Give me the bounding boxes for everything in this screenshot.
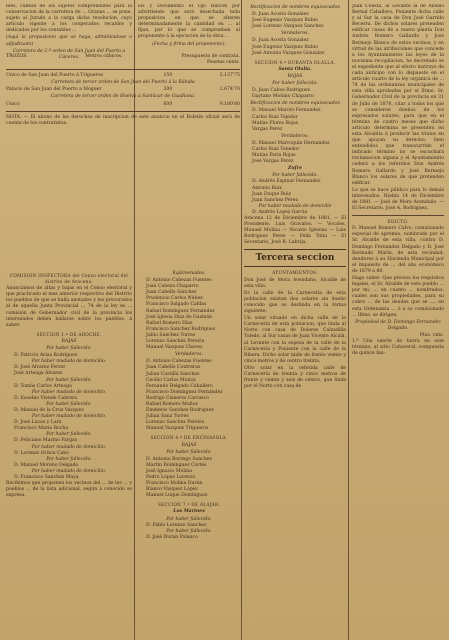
list-item: Lorenzo Sanchez Pereira: [146, 420, 205, 426]
subheading: Verdaderos.: [281, 31, 309, 37]
row-name: Unico de San Juan del Puerto á Trigueros: [6, 73, 103, 79]
mayor-line: Don José de Mora Avendaño, Alcalde de esta villa.: [244, 277, 346, 289]
list-item: Gaytano Moñino Chaparro: [252, 94, 314, 100]
list-item: Juan Duque Ruiz: [252, 191, 291, 197]
bajas-heading: BAJAS: [181, 442, 197, 448]
table-row: [6, 73, 240, 79]
column-rule: [348, 0, 349, 640]
list-item: D. Pablo Lorenzo Sanchez: [146, 522, 207, 528]
body-text: Es la calle de la Carnecería de esta poblacion existen dos solares sin dueño conocido que se deslinda en la forma siguiente:: [244, 290, 346, 315]
list-item: Por haber mudado de domicilio: [258, 203, 332, 209]
list-item: Francisco Sanchez Rodríguez: [146, 326, 216, 332]
row-m3: 150: [163, 73, 173, 79]
list-item: Francisco Maria Rocha: [14, 426, 69, 432]
edicto-heading: EDICTO.: [387, 219, 409, 225]
body-text: Lo que se hace público para lo demás interesados. Niebla 14 de Diciembre de 1881. — José de Mora Avendaño. — El Secretario, José A. Rodriguez.: [352, 187, 444, 212]
list-item: Por haber fallecido.: [166, 516, 212, 522]
column-rule: [241, 0, 242, 640]
list-item: Por haber mudado de domicilio.: [31, 359, 107, 365]
ayuntamientos-heading: AYUNTAMIENTOS.: [272, 270, 318, 276]
section-title: Tercera seccion: [244, 249, 346, 267]
comision-heading: COMISION INSPECTORA del Censo electoral del distrito de Aracena.: [9, 273, 129, 285]
list-item: Manuel Vazquez Trigueros: [146, 426, 209, 432]
list-item: D. Feliciano Marino Fargas: [14, 438, 78, 444]
section-heading: SECCION 7.ª DE ALAJAR.: [157, 502, 221, 508]
list-item: José Ignacio Molina: [146, 468, 192, 474]
list-item: Francisco Domínguez Fernández: [146, 389, 223, 395]
column-3: [244, 4, 346, 636]
town-heading: Santa Olalla.: [278, 66, 312, 72]
list-item: D. Tomás Carlos Arteaga: [14, 383, 72, 389]
list-item: D. José Duran Polanco: [146, 534, 198, 540]
names-list: [138, 278, 240, 351]
names-list: [6, 353, 132, 481]
list-item: Antonio Ruiz: [252, 185, 282, 191]
list-item: D. Juan Acosta González: [252, 12, 309, 18]
town-heading: Los Marines: [173, 509, 205, 515]
list-item: Por haber mudado de domicilio.: [31, 468, 107, 474]
names-list: [138, 517, 240, 541]
col-header-trozos: TROZOS.: [6, 54, 28, 59]
list-item: Por haber mudado de domicilio.: [31, 389, 107, 395]
list-item: Juan Cabello Sánchez: [146, 290, 197, 296]
signature-note: (Fecha y firma del proponente).: [152, 41, 226, 47]
table-row: [6, 87, 240, 93]
row-m3: 200: [163, 87, 173, 93]
body-text: Un solar situado en dicha calle de la Carnecería de esta poblacion, que linda al Norte con casa de Dolores Calzadilla Toledo, al Sur casas de Juan Vicente Alcalá, al Levante con la espesa de la calle de la Carnecería y Poniente con la calle de la Ribera. Dicho solar mide de frente veinte y cinco metros y de centro treinta.: [244, 316, 346, 364]
list-item: Por haber fallecido.: [166, 528, 212, 534]
list-item: Manuel Vazquez Chaves: [146, 345, 203, 351]
list-item: Julian Sanz Torres: [146, 414, 189, 420]
works-table: [6, 54, 240, 128]
list-item: D. Manuel Marroquin Hernandez: [252, 140, 330, 146]
section-heading: SECCION 9.ª DURANTA OLALLA.: [254, 59, 336, 65]
list-item: D. Manuel Moreno Delgado: [14, 462, 79, 468]
column-4: [352, 4, 444, 636]
section-heading: SECCION 4.ª DE ENCINASOLA.: [150, 435, 228, 441]
property-heading: Propiedad de D. Domingo Fernandez Delgado.: [355, 319, 441, 331]
list-item: D. Patricio Arias Rodríguez: [14, 353, 78, 359]
list-item: D. Lorenzo Ochoa Cabo: [14, 450, 69, 456]
list-item: Francisco Salgado Caldas: [146, 302, 207, 308]
bajas-heading: BAJAS: [61, 338, 77, 344]
list-item: D. Antonio Cabezas Fuentes: [146, 278, 212, 284]
list-item: Carlos Ruiz Tejedor: [252, 114, 298, 120]
body-text: Juan Cuesta, al Levante la de Alonso Bernal Caballero, Poniente dicha calle y al Sur la casa de Don José Garrido Becerra. De dichos solares pretenden edificar casas de a nueva planta Don Andrés Romero Gallardo y José Bermejo Blanco de estos vecinos; y en virtud de las atribuciones que concede a los Ayuntamientos las leyes de la novisima recopilacion, he decretado se el expediente que al efecto instruyo de cada anticipo con lo dispuesto en el articulo cuarto de la ley orgánica de ... 74 de las ordenanzas municipales de esta villa aprobadas por el Iltmo. Sr. Gobernador Civil de la provincia en 31 de Julio de 1878, citar a todos los que se consideren dueños de los expresados solares, para que en el término de cuatro meses que dicho articulo determina se presenten en esta Alcaldía á producir las títulos en que apoyan su derecho; bien entendidos que transcurrido el indicado término no se escuchará reclamacion alguna y el Ayuntamiento cederá a los referidos Don Andrés Romero Gallardo y José Bermejo Blanco los solares de que pretenden edificar.: [352, 4, 444, 186]
town-heading: Zufre: [287, 166, 302, 172]
list-item: D. Francisco Sanchez Maya: [14, 475, 79, 480]
list-item: D. Juan Acosta Gonzalez: [252, 38, 309, 44]
list-item: Cecilio Carlos Muñoz: [146, 377, 196, 383]
list-item: Manuel Luque Domínguez: [146, 493, 208, 499]
subheading: Verdaderos.: [281, 133, 309, 139]
price-label: Ptas. cnts.: [419, 332, 444, 338]
list-item: Por haber mudado de domicilio.: [31, 444, 107, 450]
body-text: D. Manuel Romero Calvo, comisionado especial de apremio, nombrado por el Sr. Alcalde de esta villa, contra D. Domingo Fernandez Delgado y D. José Bermudo Marín, de esta vecindad, deudores á su Hacienda Municipal por el impuesto de ... del año económico de 1879 á 80.: [352, 226, 444, 274]
list-item: Matías Feria Rojas: [252, 153, 296, 159]
list-item: José Eugenio Vazquez Rubio: [252, 18, 318, 24]
body-text: Hago saber: Que previos los requisitos legales, el Sr. Alcalde de este pueblo ... por mi, ... en cuanto ... nombrados, cuales son sus propiedades, para su cobro ... de las deudas que se ..., en esta Ordenanza ... ó a su comisionado ... Iltmo. se dirigen.: [352, 276, 444, 318]
proposal-text: los y Documento el Ojo Rincón por advirtiendo que será desechada toda proposicion en que se alteren determinadamente la cantidad en ... al fijan, por lo que se comprueban al proponente á la ejecución de la obra...: [138, 4, 240, 40]
list-item: Francisco Molina Durán: [146, 481, 203, 487]
comision-text: Anunciamos de altas y bajas en el Censo electoral y que practicado el mes anterior respectivo del Distrito los pueblos de que se halla anotados y los procurados al de aquella Junta Provincial ... 74 de la ley se ... comisión de Gobernador civil de la provincia los interesados deben hallarse sobre los pueblos, á saber:: [6, 286, 132, 328]
list-item: Matías Flores Rojas: [252, 120, 299, 126]
section-heading: SECCION 1.ª DE AROCHE.: [36, 331, 102, 337]
list-item: Vargas Perez: [252, 126, 283, 132]
body-text: 1.ª Una suerte de tierra en este término, al sitio Cañaveral, compuesta de quince fan-: [352, 338, 444, 357]
row-name: Unico: [6, 101, 20, 107]
list-item: José Lorenzo Vazquez Sanchez: [252, 24, 324, 30]
names-list: [244, 108, 346, 132]
names-list: [244, 12, 346, 30]
list-item: Julian Castilla Sanchez: [146, 371, 200, 377]
list-item: Lorenzo Sanchez Pereira: [146, 339, 205, 345]
column-1-bottom: [6, 270, 132, 638]
subheading: Verdaderos.: [175, 352, 203, 358]
list-item: Carlos Ruiz Tenedor: [252, 146, 300, 152]
list-item: D. Manuel Maroto Fernandez: [252, 108, 321, 114]
subheading: Por haber fallecido.: [46, 346, 92, 352]
subheading: Por haber fallecido.: [272, 81, 318, 87]
list-item: Rafael Romero Muñoz: [146, 401, 198, 407]
intro-text: bles, cabeza de los sujetos comprendidos para la conservacion de la carretera de ... Granas ... se pone, sujeto al Jurado a la carga dicha resolucion, cuyo articulo vigente a los cooperados recaidos y dedicados por los contables ...: [6, 4, 132, 34]
list-item: Por haber fallecido.: [46, 432, 92, 438]
list-item: Por haber fallecido.: [46, 377, 92, 383]
carretera-heading: Carretera de tercer orden de Huelva á Sanlúcar de Guadiana.: [50, 94, 196, 100]
list-item: Por haber fallecido.: [46, 456, 92, 462]
list-item: Emeterio Sanchez Rodríguez: [146, 408, 214, 414]
list-item: Rafael Domínguez Fernández: [146, 308, 215, 314]
list-item: Jullio Sanchez Torres: [146, 332, 196, 338]
list-item: D. José Alvarez Ferrer: [14, 365, 66, 371]
list-item: D. Antonio Borrego Sanchez: [146, 456, 212, 462]
list-item: Rafael Romero Díaz: [146, 320, 193, 326]
closing-text: Recibimos que proponen los vecinos del ... de los ... y pueblos ... de la lista adicional, según á conocido se expresa.: [6, 481, 132, 499]
list-item: Pedro López Lorenzo: [146, 475, 196, 480]
names-list: [244, 173, 346, 216]
row-pesetas: 2.137'75: [219, 73, 240, 79]
subheading: Rectificacion de nombres equivocados: [250, 101, 340, 107]
list-item: Juan Sanchez Pérez: [252, 197, 298, 203]
list-item: José Arteaga Álvarez: [14, 371, 63, 377]
column-2-bottom: [138, 270, 240, 638]
list-item: D. Andrés Lopez Garcia: [252, 209, 308, 215]
carretera-heading: Carretera de tercer orden de San Juan del Puerto á la Rábida: [51, 80, 195, 86]
list-item: Rodrigo Cisneros Carrasco: [146, 395, 209, 401]
list-item: Por haber mudado de domicilio.: [31, 414, 107, 420]
names-list: [138, 457, 240, 500]
list-item: D. Andrés Espinar Fernandez: [252, 179, 321, 185]
list-item: D. José Lucas y Lara: [14, 420, 62, 426]
subheading: Rectificacion de nombres equivocados: [250, 5, 340, 10]
bajas-heading: BAJAS: [287, 73, 303, 79]
list-item: Blanco Vazquez López: [146, 487, 198, 493]
row-pesetas: 2.674'70: [219, 87, 240, 93]
carretera-heading: Carretera de 2.ª orden de San Juan del Puerto a Cáceres.: [12, 48, 126, 60]
list-item: Por haber fallecido.: [272, 173, 318, 179]
list-item: Juan Cabello Contreras: [146, 365, 201, 371]
col-header-metros: Metros cúbicos.: [85, 54, 123, 59]
list-item: Juan Cabeza Chaparro: [146, 284, 199, 290]
subheading: Por haber fallecido.: [166, 449, 212, 455]
list-item: Prudencio Carlos Núñez: [146, 296, 203, 302]
date-signature: Aracena 12 de Diciembre de 1881. — El Presidente, Luis Gravalos. — Vocales, Manuel Molina — Nicasio Iglesias — Luis Rodriguez Perez — Felix Toliu — El Secretario, José R. Labrija.: [244, 216, 346, 246]
row-m3: 600: [163, 101, 173, 107]
names-list: [244, 141, 346, 165]
list-item: D. Juan Cabos Rodríguez: [252, 88, 311, 94]
list-item: Martin Domínguez Cortés: [146, 462, 207, 468]
list-item: José Iglesia Díaz de Guzmán: [146, 314, 213, 320]
list-item: José Antonio Vazquez Gonzalez: [252, 50, 325, 56]
subheading: Eqüimenados.: [172, 271, 206, 276]
nota: NOTA. — El abono de las derechos de inscripcion de este anuncio en el Boletín oficial será de cuenta de los contratistas.: [6, 114, 240, 126]
table-row: [6, 102, 240, 108]
col-header-presupuesto: Presupuesto de contrata. Pesetas cents.: [181, 54, 240, 66]
list-item: Fernando Delgado Caballero: [146, 383, 213, 389]
list-item: José Eugenio Vazquez Rubio: [252, 44, 318, 50]
body-text: Otro solar en la referida calle de Carnecería de treinta y cinco metros de frente y veinte y seis de centro, que linda por el Norte con casa de: [244, 365, 346, 390]
list-item: D. Antonio Cabezas Fuentes: [146, 359, 212, 365]
names-list: [244, 88, 346, 100]
row-name: Palacio de San Juan del Puerto a Moguer: [6, 87, 102, 93]
intro-note: (Aqui la proposicion que se haga, admitiendose o adjudicado): [6, 35, 132, 47]
list-item: José Vargas Perez: [252, 159, 294, 165]
list-item: Por haber fallecido.: [46, 401, 92, 407]
names-list: [244, 38, 346, 56]
list-item: D. Eusebio Viende Cabrera: [14, 395, 78, 401]
names-list: [138, 359, 240, 432]
list-item: D. Manuel de la Cruz Vazquez: [14, 407, 84, 413]
row-pesetas: 9.180'80: [219, 101, 240, 107]
